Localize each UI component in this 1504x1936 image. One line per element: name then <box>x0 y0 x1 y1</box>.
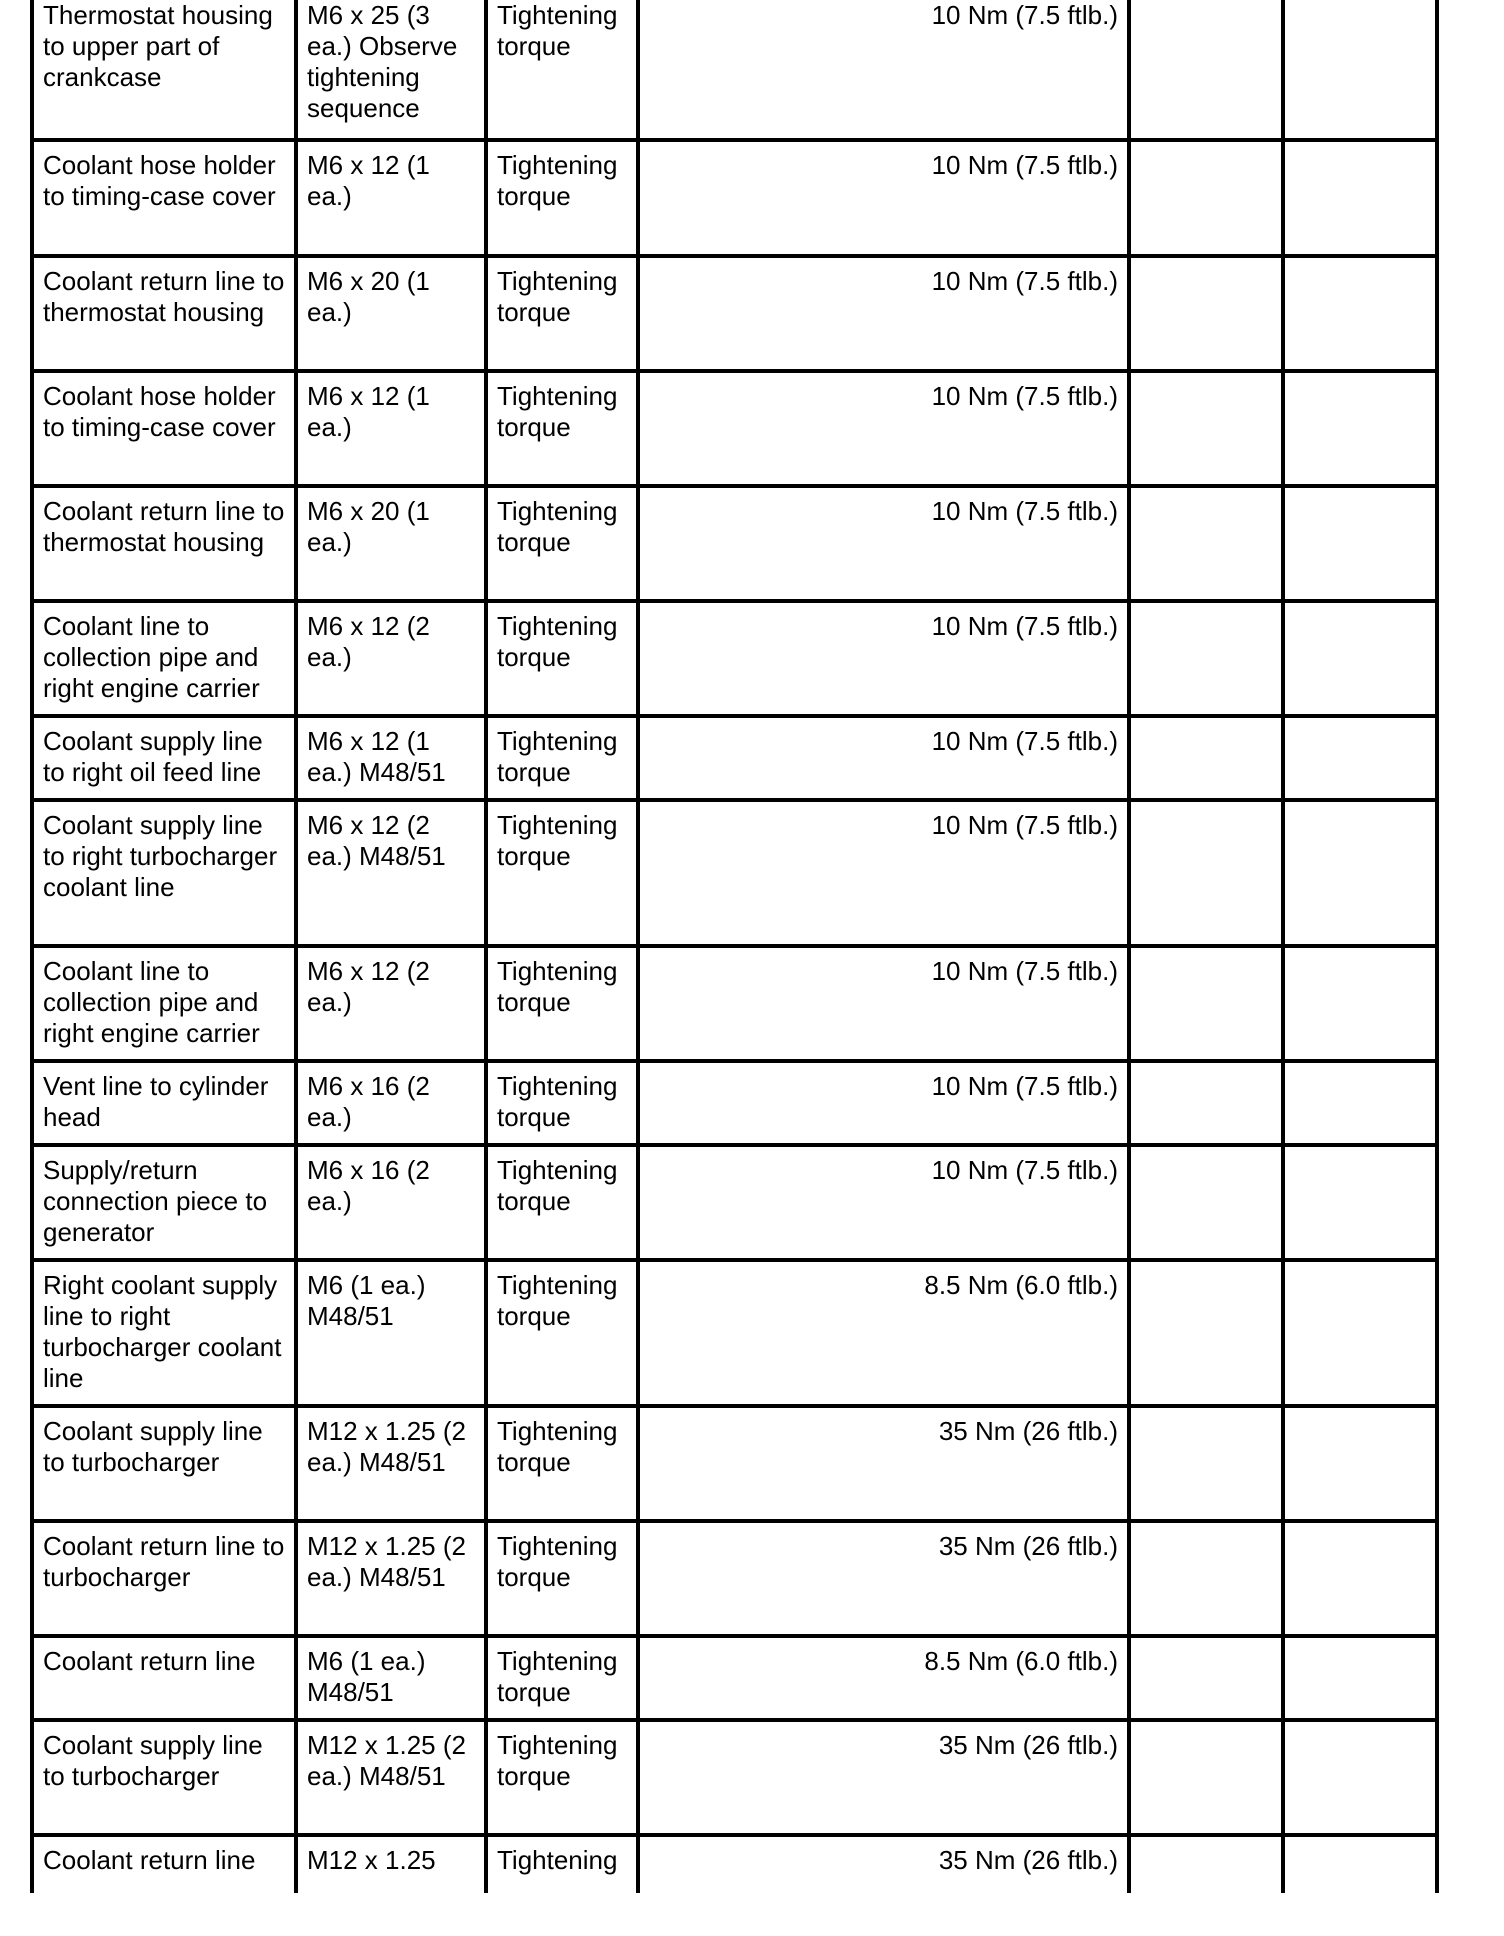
component-cell: Coolant hose holder to timing-case cover <box>32 140 296 256</box>
torque-value-cell: 10 Nm (7.5 ftlb.) <box>638 601 1129 716</box>
spec-type-cell: Tightening torque <box>486 1406 638 1521</box>
torque-value-cell: 35 Nm (26 ftlb.) <box>638 1521 1129 1636</box>
component-cell: Supply/return connection piece to generator <box>32 1145 296 1260</box>
empty-cell <box>1283 1406 1437 1521</box>
fastener-cell: M6 x 20 (1 ea.) <box>296 486 486 601</box>
fastener-cell: M6 x 20 (1 ea.) <box>296 256 486 371</box>
spec-type-cell: Tightening torque <box>486 371 638 486</box>
component-cell: Coolant return line <box>32 1835 296 1893</box>
empty-cell <box>1129 716 1283 800</box>
fastener-cell: M12 x 1.25 (2 ea.) M48/51 <box>296 1521 486 1636</box>
spec-type-cell: Tightening <box>486 1835 638 1893</box>
table-row <box>32 1145 1437 1260</box>
table-row <box>32 140 1437 256</box>
spec-type-cell: Tightening torque <box>486 1636 638 1720</box>
empty-cell <box>1283 1521 1437 1636</box>
fastener-cell: M6 x 12 (1 ea.) <box>296 371 486 486</box>
spec-type-cell: Tightening torque <box>486 800 638 946</box>
component-cell: Coolant return line to thermostat housing <box>32 486 296 601</box>
fastener-cell: M6 (1 ea.) M48/51 <box>296 1260 486 1406</box>
table-row <box>32 1636 1437 1720</box>
component-cell: Right coolant supply line to right turbocharger coolant line <box>32 1260 296 1406</box>
spec-type-cell: Tightening torque <box>486 486 638 601</box>
empty-cell <box>1129 140 1283 256</box>
fastener-cell: M6 x 12 (2 ea.) <box>296 601 486 716</box>
fastener-cell: M6 x 12 (1 ea.) <box>296 140 486 256</box>
fastener-cell: M12 x 1.25 (2 ea.) M48/51 <box>296 1720 486 1835</box>
empty-cell <box>1129 256 1283 371</box>
torque-value-cell: 35 Nm (26 ftlb.) <box>638 1406 1129 1521</box>
empty-cell <box>1283 371 1437 486</box>
spec-type-cell: Tightening torque <box>486 256 638 371</box>
torque-value-cell: 8.5 Nm (6.0 ftlb.) <box>638 1260 1129 1406</box>
torque-value-cell: 10 Nm (7.5 ftlb.) <box>638 1145 1129 1260</box>
empty-cell <box>1283 716 1437 800</box>
table-row <box>32 716 1437 800</box>
spec-type-cell: Tightening torque <box>486 946 638 1061</box>
empty-cell <box>1129 0 1283 140</box>
table-row <box>32 601 1437 716</box>
empty-cell <box>1283 486 1437 601</box>
torque-spec-table <box>30 0 1439 1893</box>
empty-cell <box>1129 1260 1283 1406</box>
empty-cell <box>1129 486 1283 601</box>
empty-cell <box>1129 1406 1283 1521</box>
empty-cell <box>1129 1835 1283 1893</box>
spec-type-cell: Tightening torque <box>486 0 638 140</box>
table-row <box>32 1835 1437 1893</box>
empty-cell <box>1129 601 1283 716</box>
torque-value-cell: 10 Nm (7.5 ftlb.) <box>638 256 1129 371</box>
empty-cell <box>1129 1145 1283 1260</box>
spec-type-cell: Tightening torque <box>486 1521 638 1636</box>
table-row <box>32 1406 1437 1521</box>
table-row <box>32 1260 1437 1406</box>
empty-cell <box>1283 1636 1437 1720</box>
fastener-cell: M6 x 16 (2 ea.) <box>296 1061 486 1145</box>
empty-cell <box>1283 1061 1437 1145</box>
spec-type-cell: Tightening torque <box>486 140 638 256</box>
torque-value-cell: 10 Nm (7.5 ftlb.) <box>638 0 1129 140</box>
spec-type-cell: Tightening torque <box>486 601 638 716</box>
fastener-cell: M6 x 16 (2 ea.) <box>296 1145 486 1260</box>
spec-type-cell: Tightening torque <box>486 1720 638 1835</box>
fastener-cell: M6 (1 ea.) M48/51 <box>296 1636 486 1720</box>
component-cell: Thermostat housing to upper part of crankcase <box>32 0 296 140</box>
empty-cell <box>1129 1061 1283 1145</box>
torque-value-cell: 10 Nm (7.5 ftlb.) <box>638 371 1129 486</box>
table-row <box>32 371 1437 486</box>
table-row <box>32 1061 1437 1145</box>
empty-cell <box>1129 800 1283 946</box>
fastener-cell: M6 x 25 (3 ea.) Observe tightening sequence <box>296 0 486 140</box>
empty-cell <box>1283 140 1437 256</box>
empty-cell <box>1283 256 1437 371</box>
component-cell: Coolant line to collection pipe and right engine carrier <box>32 601 296 716</box>
fastener-cell: M6 x 12 (1 ea.) M48/51 <box>296 716 486 800</box>
empty-cell <box>1283 1720 1437 1835</box>
component-cell: Vent line to cylinder head <box>32 1061 296 1145</box>
torque-value-cell: 10 Nm (7.5 ftlb.) <box>638 800 1129 946</box>
component-cell: Coolant return line to thermostat housing <box>32 256 296 371</box>
torque-value-cell: 10 Nm (7.5 ftlb.) <box>638 1061 1129 1145</box>
torque-value-cell: 10 Nm (7.5 ftlb.) <box>638 486 1129 601</box>
empty-cell <box>1283 0 1437 140</box>
component-cell: Coolant line to collection pipe and right engine carrier <box>32 946 296 1061</box>
torque-value-cell: 10 Nm (7.5 ftlb.) <box>638 140 1129 256</box>
spec-type-cell: Tightening torque <box>486 716 638 800</box>
empty-cell <box>1129 371 1283 486</box>
component-cell: Coolant supply line to turbocharger <box>32 1406 296 1521</box>
table-row <box>32 486 1437 601</box>
component-cell: Coolant supply line to right turbocharger coolant line <box>32 800 296 946</box>
table-row <box>32 946 1437 1061</box>
table-row <box>32 0 1437 140</box>
empty-cell <box>1283 1835 1437 1893</box>
table-row <box>32 1521 1437 1636</box>
component-cell: Coolant supply line to right oil feed line <box>32 716 296 800</box>
table-row <box>32 800 1437 946</box>
table-row <box>32 1720 1437 1835</box>
component-cell: Coolant supply line to turbocharger <box>32 1720 296 1835</box>
empty-cell <box>1283 1145 1437 1260</box>
spec-type-cell: Tightening torque <box>486 1145 638 1260</box>
fastener-cell: M6 x 12 (2 ea.) <box>296 946 486 1061</box>
fastener-cell: M6 x 12 (2 ea.) M48/51 <box>296 800 486 946</box>
empty-cell <box>1283 800 1437 946</box>
fastener-cell: M12 x 1.25 <box>296 1835 486 1893</box>
torque-value-cell: 10 Nm (7.5 ftlb.) <box>638 716 1129 800</box>
component-cell: Coolant hose holder to timing-case cover <box>32 371 296 486</box>
spec-type-cell: Tightening torque <box>486 1061 638 1145</box>
empty-cell <box>1283 1260 1437 1406</box>
empty-cell <box>1129 1521 1283 1636</box>
fastener-cell: M12 x 1.25 (2 ea.) M48/51 <box>296 1406 486 1521</box>
empty-cell <box>1129 1720 1283 1835</box>
component-cell: Coolant return line to turbocharger <box>32 1521 296 1636</box>
spec-type-cell: Tightening torque <box>486 1260 638 1406</box>
empty-cell <box>1129 946 1283 1061</box>
torque-value-cell: 35 Nm (26 ftlb.) <box>638 1835 1129 1893</box>
torque-value-cell: 8.5 Nm (6.0 ftlb.) <box>638 1636 1129 1720</box>
torque-value-cell: 10 Nm (7.5 ftlb.) <box>638 946 1129 1061</box>
empty-cell <box>1129 1636 1283 1720</box>
torque-value-cell: 35 Nm (26 ftlb.) <box>638 1720 1129 1835</box>
empty-cell <box>1283 946 1437 1061</box>
component-cell: Coolant return line <box>32 1636 296 1720</box>
empty-cell <box>1283 601 1437 716</box>
table-row <box>32 256 1437 371</box>
